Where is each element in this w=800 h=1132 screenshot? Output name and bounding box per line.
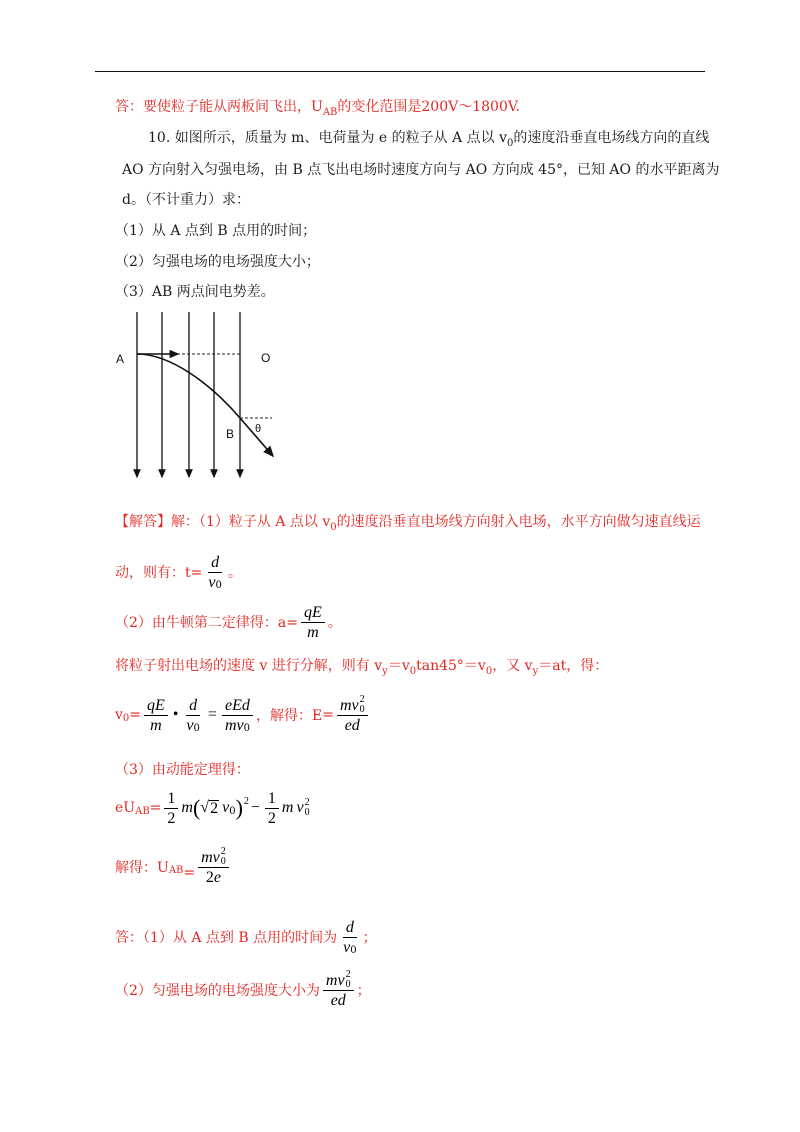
potential-difference-equation-line: eU AB = $\frac{1}{2}$ m ( √ 2 v 0 ) 2 − $\frac{1}{2}$ m v 2 0 [115,789,310,827]
subscript: 0 [485,666,493,677]
equals-sign: = [207,706,217,723]
problem-line-1 [148,128,709,148]
point-b-label: B [226,427,235,441]
electric-field-figure [110,305,290,490]
left-paren: ( [192,795,201,820]
solution-text: 动，则有：t= [115,565,203,581]
subscript: AB [322,107,338,118]
multiply-dot: • [172,706,179,723]
sqrt-sign: √ [200,799,210,816]
subscript: 0 [507,138,514,149]
velocity-decomposition-line [115,656,608,676]
solution-text: （2）由牛顿第二定律得：a= [115,615,298,631]
subscript: 0 [359,704,365,715]
subscript: 0 [409,666,417,677]
previous-answer-line [115,97,520,117]
fraction-numerator [323,970,354,991]
fraction-numerator [337,695,368,716]
solution-text: ，又 v [492,658,533,674]
solution-text: 解得：U [115,860,169,876]
fraction-numerator [198,847,229,868]
fraction-numerator: eEd [222,696,253,716]
solution-text: ，解得：E [255,708,323,724]
equals-sign: = [322,707,334,723]
d-over-v0-fraction [183,696,202,735]
acceleration-equation-line [115,598,342,646]
problem-line-2: AO 方向射入匀强电场，由 B 点飞出电场时速度方向与 AO 方向成 45°，已知 AO 的水平距离为 [122,162,720,178]
right-paren: ) [235,795,243,820]
trajectory-curve [137,354,273,456]
answer-text: （2）匀强电场的电场强度大小为 [115,983,320,999]
fraction-numerator: d [208,553,222,573]
point-a-label: A [116,352,125,366]
variable: eU [115,800,136,816]
field-strength-answer-fraction [323,970,354,1010]
variable: m [181,799,193,816]
subscript: 0 [330,522,337,533]
eed-over-mv0-fraction [222,696,253,735]
subscript: 0 [304,807,310,818]
header-rule [95,71,705,72]
fraction-numerator: 1 [164,789,178,809]
subscript: y [532,666,539,677]
solution-text: tan45°＝v [416,658,486,674]
variable: v [208,573,216,591]
subscript: y [382,666,388,677]
time-fraction [205,553,224,592]
half-fraction [164,789,178,828]
variable: e [213,869,221,886]
solution-text: 将粒子射出电场的速度 v 进行分解，则有 v [115,658,383,674]
variable: v [343,938,351,956]
variable: m [281,799,294,816]
time-answer-fraction [340,918,359,957]
fraction-denominator: mv 0 [224,716,250,734]
superscript: 2 [304,797,310,808]
variable: v [296,799,304,816]
superscript: 2 [359,694,365,705]
superscript: 2 [220,846,226,857]
variable: mv [224,716,244,734]
field-strength-fraction [337,695,368,735]
variable: mv [201,848,220,866]
minus-sign: − [250,799,260,816]
coefficient: 2 [205,869,214,886]
equals-sign: = [149,800,162,816]
answer-text: 答：要使粒子能从两板间飞出，U [115,99,323,115]
question-2: （2）匀强电场的电场强度大小； [115,254,320,270]
solution-text: 【解答】解：（1）粒子从 A 点以 v [115,514,331,530]
solution-text: ＝at，得： [538,658,609,674]
question-3: （3）AB 两点间电势差。 [115,284,275,300]
solution-text: ＝v [387,658,410,674]
fraction-numerator: qE [301,603,325,623]
fraction-numerator: qE [144,696,168,716]
superscript: 2 [345,969,351,980]
solution-line-1 [115,512,701,532]
solution-text: 。 [227,565,242,581]
qe-over-m-fraction [144,696,168,735]
problem-text: 如图所示，质量为 m、电荷量为 e 的粒子从 A 点以 v [174,130,507,146]
answer-line-2 [115,966,371,1014]
variable: v [186,716,194,734]
kinetic-energy-theorem-line: （3）由动能定理得： [115,762,250,778]
problem-line-3: d。（不计重力）求： [122,192,250,208]
sup-sub [221,847,226,867]
solution-text: 。 [327,615,342,631]
equals-sign: = [183,865,196,881]
fraction-denominator: ed [344,717,360,734]
fraction-denominator: 2 [267,809,276,827]
problem-text: 的速度沿垂直电场线方向的直线 [513,130,710,146]
uab-result-line: 解得：U AB = mv 2 0 2 e [115,843,232,891]
fraction-denominator: m [307,623,319,641]
variable: v [222,799,230,816]
fraction-denominator: v 0 [343,938,357,956]
answer-text: ； [356,983,371,999]
radicand: 2 [210,799,219,817]
fraction-denominator: v 0 [186,716,200,734]
question-1: （1）从 A 点到 B 点用的时间； [115,223,317,239]
variable: v [115,707,123,723]
fraction-numerator: 1 [265,789,279,809]
problem-number: 10. [148,130,171,146]
superscript: 2 [243,796,249,807]
fraction-denominator [203,868,224,887]
answer-text: 的变化范围是200V～1800V. [337,99,520,115]
sup-sub [346,970,351,990]
point-o-label: O [261,351,271,365]
answer-text: ； [362,930,377,946]
fraction-numerator: d [186,696,200,716]
half-fraction [265,789,279,828]
field-strength-equation-line: v 0 = $\frac{qE}{m}$ • d v 0 = eEd mv 0 ，解得：E = mv 2 0 ed [115,691,371,739]
solution-text: 的速度沿垂直电场线方向射入电场，水平方向做匀速直线运 [336,514,701,530]
variable: mv [339,696,359,714]
answer-line-1 [115,913,377,961]
variable: mv [325,971,345,989]
fraction-denominator: v 0 [208,573,222,591]
angle-theta-label: θ [255,423,262,435]
fraction-denominator: 2 [167,809,176,827]
uab-fraction [198,847,229,887]
fraction-numerator: d [343,918,357,938]
time-equation-line [115,548,242,596]
acceleration-fraction [301,603,325,642]
answer-text: 答：（1）从 A 点到 B 点用的时间为 [115,930,338,946]
fraction-denominator: ed [330,992,346,1009]
equals-sign: = [129,707,142,723]
subscript: 0 [345,979,351,990]
sup-sub [305,798,310,818]
fraction-denominator: m [150,716,162,734]
sup-sub [360,695,365,715]
subscript: 0 [220,856,226,867]
